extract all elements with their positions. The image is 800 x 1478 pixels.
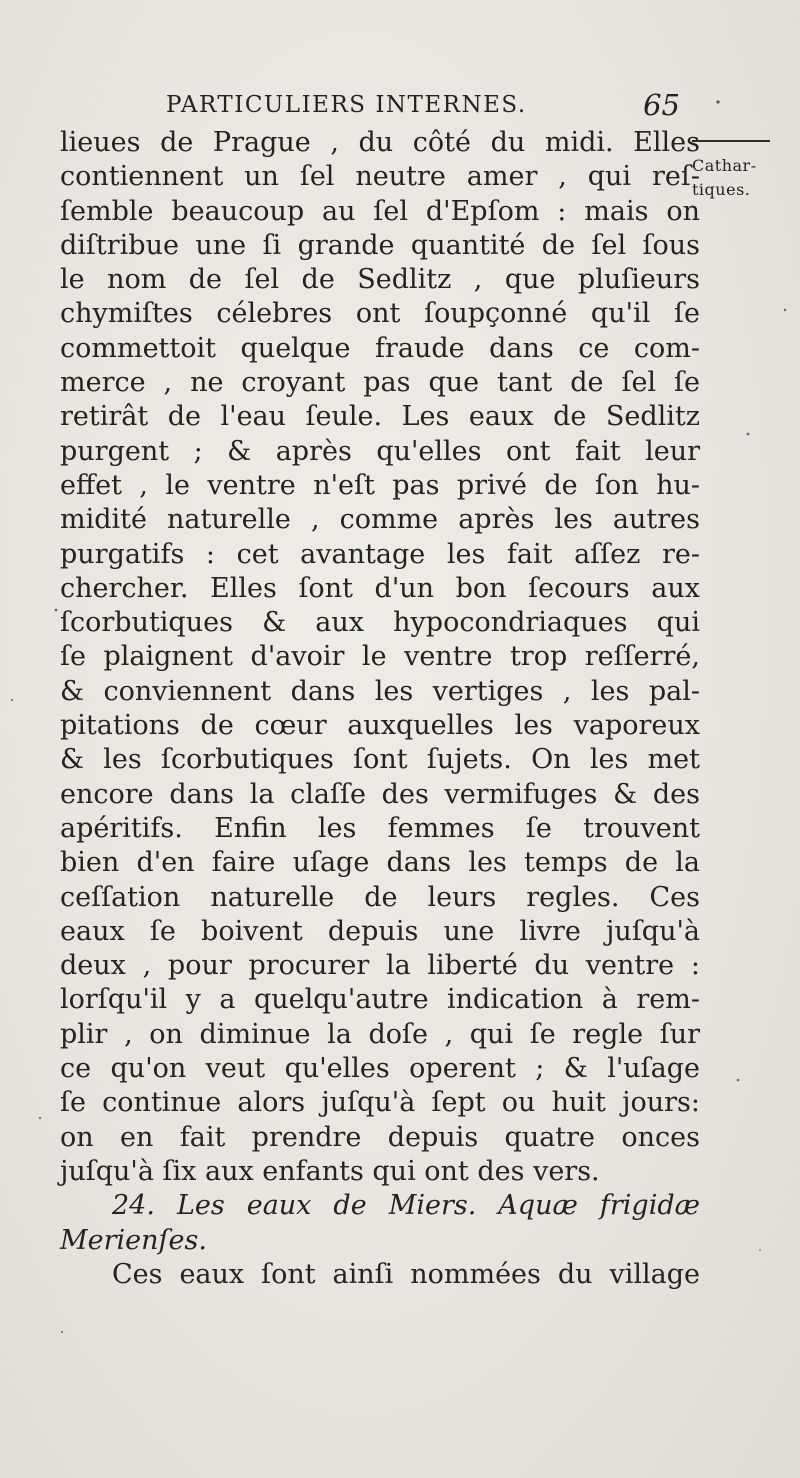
text-line: ceſſation naturelle de leurs regles. Ces — [60, 881, 700, 913]
text-line: ſcorbutiques & aux hypocondriaques qui — [60, 607, 700, 639]
text-line: merce , ne croyant pas que tant de ſel ſe — [60, 367, 700, 399]
margin-note-line-2: tiques. — [692, 180, 751, 199]
text-line: purgatifs : cet avantage les fait aſſez re- — [60, 538, 700, 570]
text-line: midité naturelle , comme après les autres — [60, 504, 700, 536]
text-line: ce qu'on veut qu'elles operent ; & l'uſage — [60, 1053, 700, 1085]
text-line: chercher. Elles ſont d'un bon ſecours aux — [60, 572, 700, 604]
text-line: diſtribue une ſi grande quantité de ſel ſous — [60, 229, 700, 261]
text-line: ſe continue alors juſqu'à ſept ou huit jours: — [60, 1087, 700, 1119]
running-head-title: PARTICULIERS INTERNES. — [166, 92, 527, 118]
body-text — [60, 126, 700, 1292]
text-line: le nom de ſel de Sedlitz , que pluſieurs — [60, 264, 700, 296]
section-heading-line-2: Merienſes. — [60, 1224, 207, 1256]
text-line: encore dans la claſſe des vermifuges & des — [60, 778, 700, 810]
text-line: & les ſcorbutiques ſont ſujets. On les met — [60, 744, 700, 776]
text-line: juſqu'à ſix aux enfants qui ont des vers. — [60, 1155, 600, 1187]
section-heading-line-1: 24. Les eaux de Miers. Aquæ frigidæ — [112, 1190, 700, 1222]
text-line: lorſqu'il y a quelqu'autre indication à rem- — [60, 984, 700, 1016]
text-line: contiennent un ſel neutre amer , qui reſ- — [60, 161, 700, 193]
text-line: pitations de cœur auxquelles les vaporeux — [60, 710, 700, 742]
text-line: commettoit quelque fraude dans ce com- — [60, 332, 700, 364]
text-line: ſemble beaucoup au ſel d'Epſom : mais on — [60, 195, 700, 227]
margin-note — [692, 128, 774, 202]
text-line: & conviennent dans les vertiges , les pal- — [60, 675, 700, 707]
text-line: apéritifs. Enfin les femmes ſe trouvent — [60, 812, 700, 844]
text-line: lieues de Prague , du côté du midi. Elles — [60, 127, 700, 158]
text-line: eaux ſe boivent depuis une livre juſqu'à — [60, 915, 700, 947]
text-line: plir , on diminue la doſe , qui ſe regle ſur — [60, 1018, 700, 1050]
text-line: on en fait prendre depuis quatre onces — [60, 1121, 700, 1153]
running-head — [166, 88, 686, 124]
text-line: deux , pour procurer la liberté du ventre : — [60, 950, 700, 982]
text-line: ſe plaignent d'avoir le ventre trop reſſerré, — [60, 641, 700, 673]
page-number: 65 — [643, 88, 680, 122]
text-line: purgent ; & après qu'elles ont fait leur — [60, 435, 700, 467]
margin-rule — [692, 140, 770, 142]
text-line-last: Ces eaux ſont ainſi nommées du village — [112, 1258, 700, 1290]
text-line: retirât de l'eau ſeule. Les eaux de Sedlitz — [60, 401, 700, 433]
text-line: chymiſtes célebres ont ſoupçonné qu'il ſe — [60, 298, 700, 330]
text-line: bien d'en faire uſage dans les temps de la — [60, 847, 700, 879]
text-line: effet , le ventre n'eſt pas privé de ſon hu- — [60, 469, 700, 501]
margin-note-line-1: Cathar- — [692, 156, 757, 175]
